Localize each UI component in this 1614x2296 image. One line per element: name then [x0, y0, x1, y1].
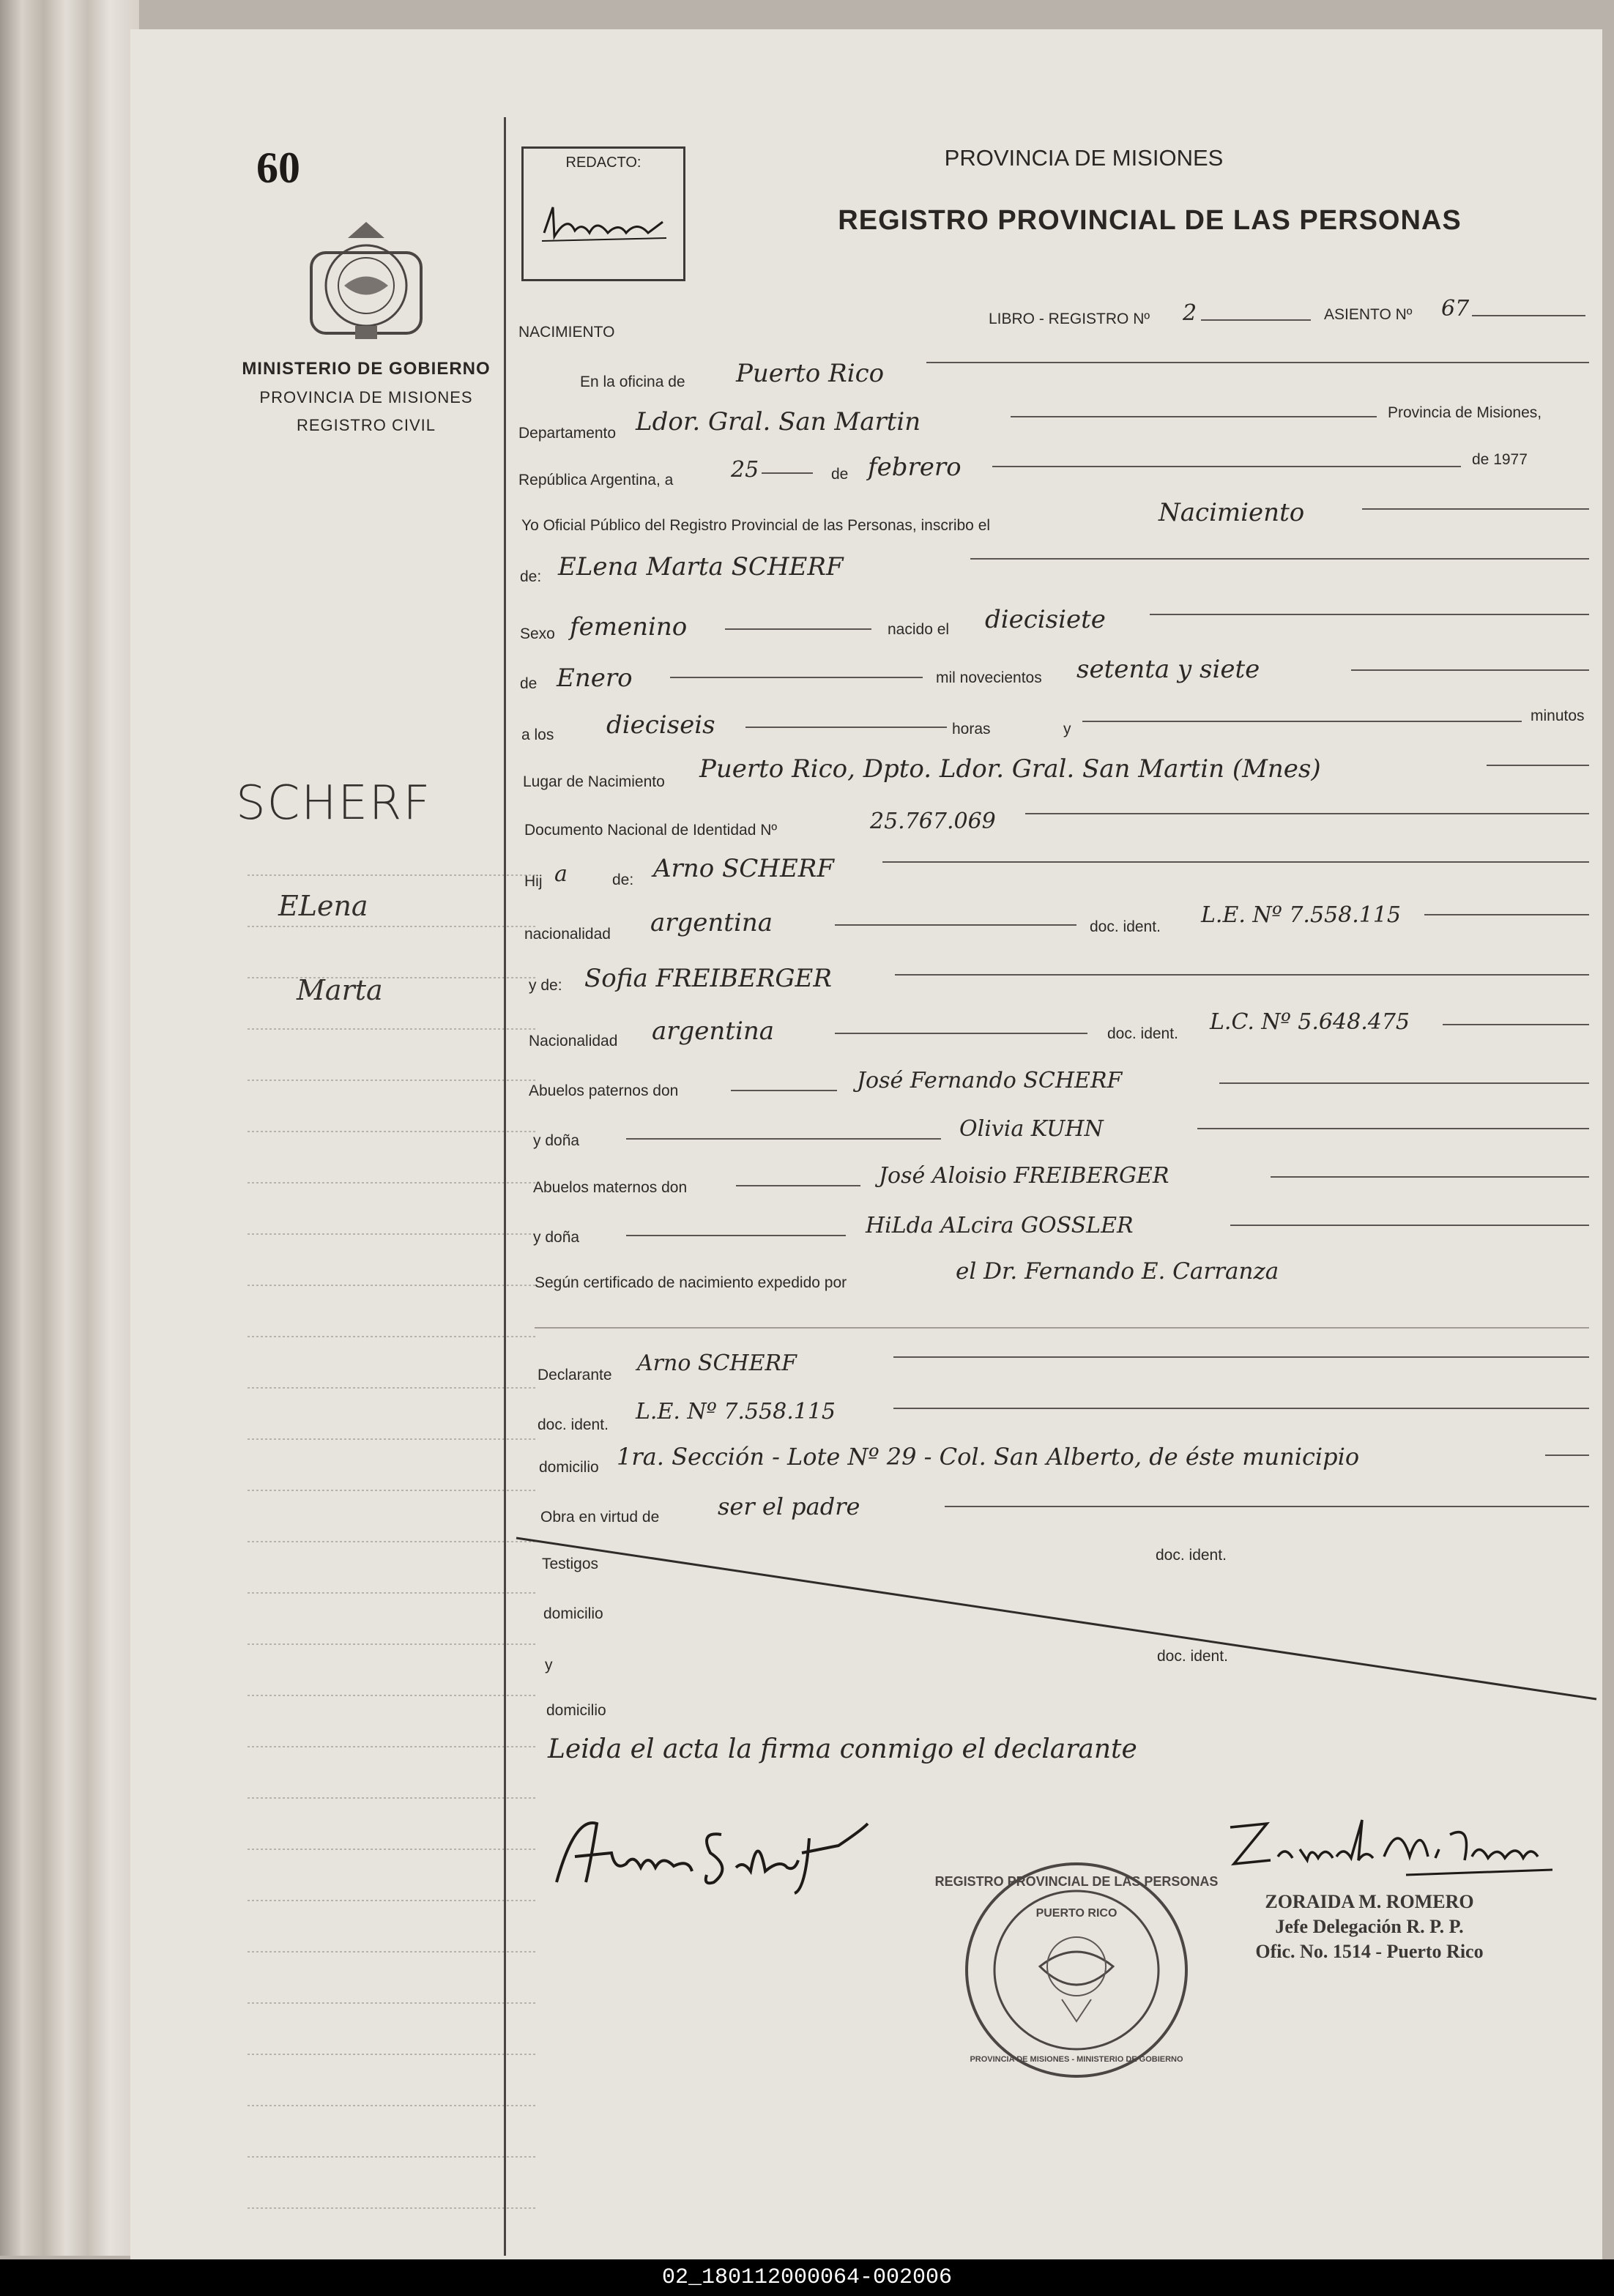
declarante-value: Arno SCHERF — [637, 1351, 797, 1376]
dni-value: 25.767.069 — [870, 809, 996, 834]
mother-nat-rule — [835, 1033, 1087, 1034]
declarante-label: Declarante — [538, 1367, 612, 1383]
alos-label: a los — [521, 727, 554, 743]
yo-oficial-label: Yo Oficial Público del Registro Provincial de las Personas, inscribo el — [521, 517, 991, 534]
hours-value: dieciseis — [606, 710, 715, 740]
ab-pat2-rule — [1197, 1128, 1589, 1129]
scan-footer-bar — [0, 2259, 1614, 2296]
lugar-label: Lugar de Nacimiento — [523, 773, 665, 790]
hours-rule — [745, 727, 947, 728]
lugar-value: Puerto Rico, Dpto. Ldor. Gral. San Martin (Mnes) — [699, 754, 1321, 784]
segun-label: Según certificado de nacimiento expedido por — [535, 1274, 847, 1291]
hij-label: Hij — [524, 873, 543, 890]
domicilio-rule — [1545, 1454, 1589, 1456]
sexo-rule — [725, 628, 871, 630]
mother-doc-label: doc. ident. — [1107, 1025, 1178, 1042]
name-rule — [970, 558, 1589, 560]
office-label: En la oficina de — [580, 374, 685, 390]
depto-rule — [1011, 416, 1377, 417]
father-nationality: argentina — [650, 908, 773, 937]
margin-given-name-1: ELena — [278, 890, 368, 922]
scan-footer-id: 02_180112000064-002006 — [661, 2265, 953, 2290]
folio-number: 60 — [256, 144, 300, 192]
depto-label: Departamento — [518, 425, 617, 442]
year-label: de 1977 — [1472, 451, 1528, 468]
libro-label: LIBRO - REGISTRO Nº — [989, 311, 1150, 327]
sexo-value: femenino — [570, 612, 688, 642]
ministry-crest-icon — [304, 216, 428, 344]
abuelos-paternos-label: Abuelos paternos don — [529, 1082, 679, 1099]
official-office: Ofic. No. 1514 - Puerto Rico — [1255, 1941, 1484, 1962]
office-value: Puerto Rico — [736, 359, 885, 388]
sexo-label: Sexo — [520, 625, 555, 642]
maternal-grandfather: José Aloisio FREIBERGER — [879, 1163, 1169, 1189]
ab-pat2-lead-rule — [626, 1138, 941, 1140]
mother-nationality: argentina — [652, 1017, 775, 1046]
ab-mat2-lead-rule — [626, 1235, 846, 1236]
decl-doc-rule — [893, 1408, 1589, 1409]
closing-statement: Leida el acta la firma conmigo el declarante — [548, 1734, 1137, 1764]
ab-mat-rule — [1271, 1176, 1589, 1178]
record-type-label: NACIMIENTO — [518, 324, 615, 341]
father-doc-value: L.E. Nº 7.558.115 — [1201, 902, 1402, 928]
segun-value: el Dr. Fernando E. Carranza — [956, 1258, 1279, 1285]
asiento-rule — [1472, 315, 1585, 316]
testigos-domicilio2-label: domicilio — [546, 1702, 606, 1719]
margin-surname: SCHERF — [236, 776, 432, 831]
father-doc-rule — [1424, 914, 1589, 915]
redacto-signature-icon — [538, 193, 670, 251]
official-signature-icon — [1216, 1805, 1560, 1886]
testigos-y-label: y — [545, 1657, 553, 1673]
domicilio-label: domicilio — [539, 1459, 599, 1476]
nacido-label: nacido el — [888, 621, 950, 638]
de-father-label: de: — [612, 872, 634, 888]
de-month-label: de — [520, 675, 538, 692]
y-de-label: y de: — [529, 977, 562, 994]
mother-name: Sofia FREIBERGER — [584, 964, 832, 993]
month-value: febrero — [868, 453, 962, 482]
declarante-rule — [893, 1356, 1589, 1358]
ministry-province: PROVINCIA DE MISIONES — [259, 388, 473, 406]
testigos-doc-label: doc. ident. — [1156, 1547, 1227, 1564]
paternal-grandfather: José Fernando SCHERF — [857, 1068, 1123, 1093]
asiento-value: 67 — [1441, 296, 1470, 322]
depto-value: Ldor. Gral. San Martin — [636, 407, 921, 436]
dni-rule — [1025, 813, 1589, 814]
birth-year-rule — [1351, 669, 1589, 671]
ministry-name: MINISTERIO DE GOBIERNO — [242, 359, 491, 379]
official-name: ZORAIDA M. ROMERO — [1265, 1891, 1474, 1912]
paternal-grandmother: Olivia KUHN — [959, 1116, 1104, 1142]
father-doc-label: doc. ident. — [1090, 918, 1161, 935]
mil-label: mil novecientos — [936, 669, 1042, 686]
mother-doc-value: L.C. Nº 5.648.475 — [1210, 1009, 1410, 1035]
father-nat-rule — [835, 924, 1076, 926]
asiento-label: ASIENTO Nº — [1324, 306, 1413, 323]
testigos-domicilio-label: domicilio — [543, 1605, 603, 1622]
testigos-cancel-stroke — [516, 1538, 1596, 1706]
birth-year-value: setenta y siete — [1076, 655, 1260, 684]
horas-label: horas — [952, 721, 991, 738]
office-rule — [926, 362, 1589, 363]
nacionalidad-mother-label: Nacionalidad — [529, 1033, 618, 1049]
lugar-rule — [1487, 765, 1589, 766]
hij-value: a — [554, 861, 568, 887]
nacido-rule — [1150, 614, 1589, 615]
testigos-doc2-label: doc. ident. — [1157, 1648, 1228, 1665]
nacido-value: diecisiete — [985, 605, 1106, 634]
round-stamp-bottom-text: PROVINCIA DE MISIONES - MINISTERIO DE GOBIERNO — [970, 2055, 1183, 2064]
ab-mat-lead-rule — [736, 1185, 860, 1186]
y-dona-maternal-label: y doña — [533, 1229, 580, 1246]
mother-doc-rule — [1443, 1024, 1589, 1025]
ab-pat-lead-rule — [731, 1090, 837, 1091]
decl-doc-value: L.E. Nº 7.558.115 — [636, 1399, 836, 1424]
declarant-signature-icon — [546, 1802, 897, 1897]
day-rule — [762, 472, 813, 474]
birth-month-value: Enero — [557, 664, 633, 693]
nacionalidad-label: nacionalidad — [524, 926, 611, 943]
ab-mat2-rule — [1230, 1225, 1589, 1226]
yo-oficial-value: Nacimiento — [1159, 498, 1305, 527]
redacto-box — [521, 146, 685, 281]
obra-rule — [945, 1506, 1589, 1507]
month-rule — [992, 466, 1461, 467]
libro-rule — [1201, 319, 1311, 321]
libro-value: 2 — [1183, 300, 1197, 326]
registry-title: REGISTRO PROVINCIAL DE LAS PERSONAS — [838, 205, 1462, 236]
dni-label: Documento Nacional de Identidad Nº — [524, 822, 778, 839]
father-name: Arno SCHERF — [653, 854, 834, 883]
republica-label: República Argentina, a — [518, 472, 674, 488]
registrant-name: ELena Marta SCHERF — [558, 552, 844, 582]
y-label: y — [1063, 721, 1071, 738]
de-label: de — [831, 466, 849, 483]
decl-doc-label: doc. ident. — [538, 1416, 609, 1433]
provincia-label: Provincia de Misiones, — [1388, 404, 1542, 421]
margin-divider — [504, 117, 506, 2256]
ministry-block — [227, 359, 505, 435]
de-name-label: de: — [520, 568, 542, 585]
day-value: 25 — [731, 457, 759, 483]
page-edge-stack — [0, 0, 139, 2256]
father-rule — [882, 861, 1589, 863]
margin-ruled-lines — [248, 806, 537, 2234]
testigos-label: Testigos — [542, 1556, 599, 1572]
round-stamp-outer-text: REGISTRO PROVINCIAL DE LAS PERSONAS — [934, 1874, 1219, 1889]
ab-pat-rule — [1219, 1082, 1589, 1084]
minutos-label: minutos — [1531, 707, 1585, 724]
mother-rule — [895, 974, 1589, 976]
obra-label: Obra en virtud de — [540, 1509, 660, 1526]
official-title: Jefe Delegación R. P. P. — [1275, 1916, 1464, 1937]
y-dona-label: y doña — [533, 1132, 580, 1149]
redacto-label: REDACTO: — [565, 155, 641, 171]
round-stamp-inner-text: PUERTO RICO — [1035, 1907, 1117, 1920]
minutes-rule — [1082, 721, 1522, 722]
margin-given-name-2: Marta — [297, 974, 383, 1006]
official-name-stamp — [1201, 1890, 1538, 1964]
birth-month-rule — [670, 677, 923, 678]
yo-rule — [1362, 508, 1589, 510]
province-title: PROVINCIA DE MISIONES — [944, 145, 1224, 171]
blank-rule-1 — [535, 1327, 1589, 1329]
registry-round-stamp — [934, 1857, 1219, 2084]
obra-value: ser el padre — [718, 1493, 860, 1520]
domicilio-value: 1ra. Sección - Lote Nº 29 - Col. San Alberto, de éste municipio — [617, 1443, 1360, 1471]
abuelos-maternos-label: Abuelos maternos don — [533, 1179, 688, 1196]
maternal-grandmother: HiLda ALcira GOSSLER — [866, 1213, 1134, 1238]
ministry-office: REGISTRO CIVIL — [296, 416, 436, 434]
